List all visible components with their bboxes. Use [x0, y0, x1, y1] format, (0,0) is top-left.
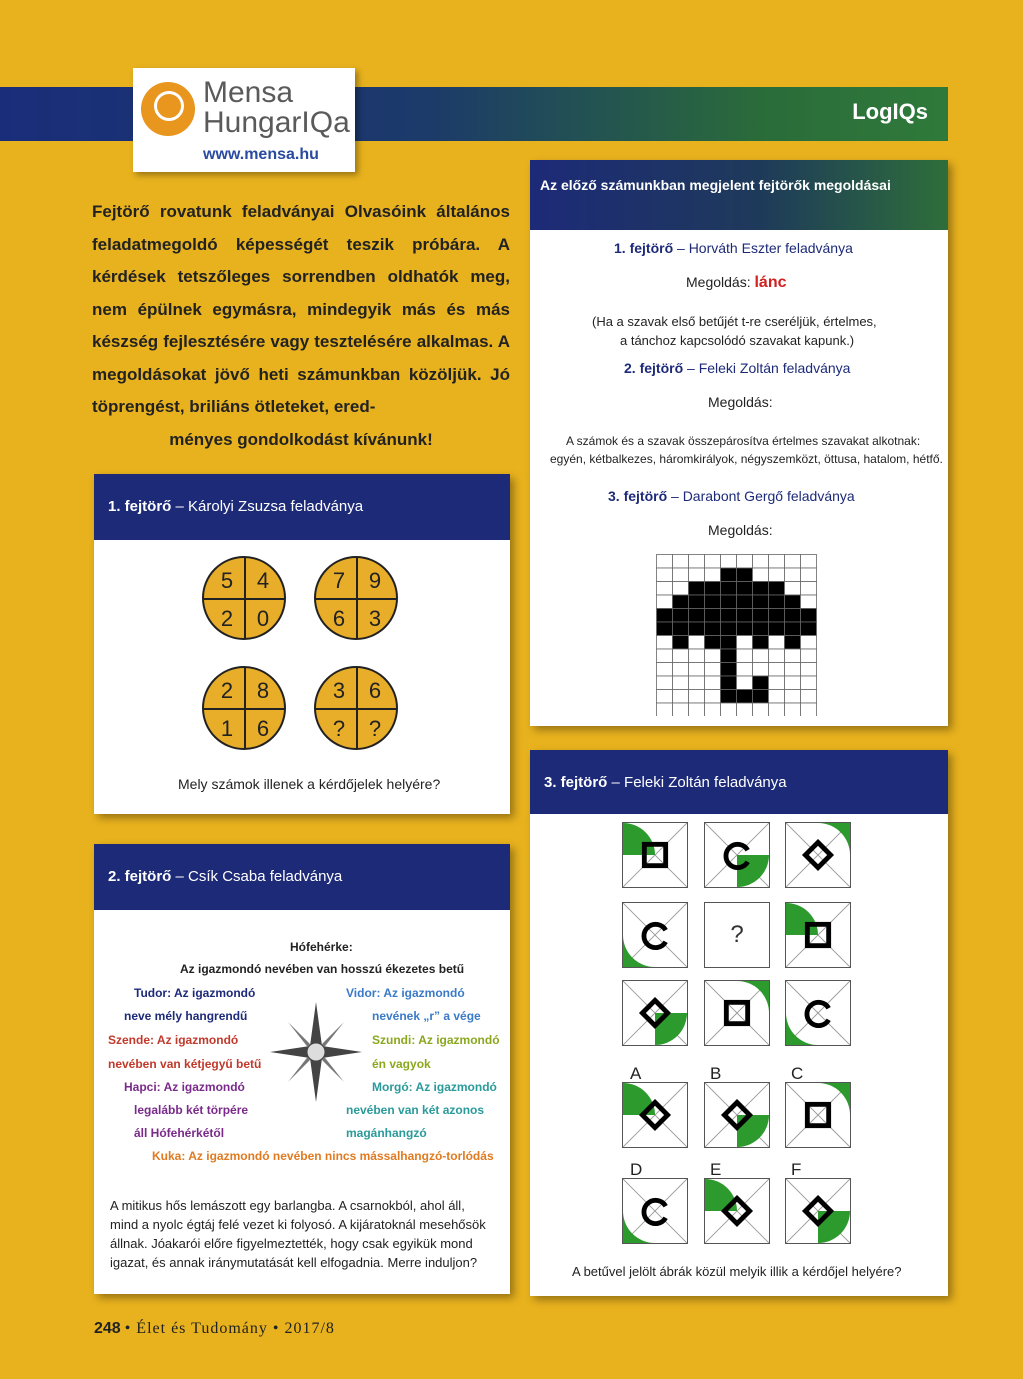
mensa-badge-icon	[141, 82, 195, 136]
option-label-a: A	[630, 1064, 642, 1083]
grid-cell	[721, 690, 737, 704]
grid-cell	[785, 568, 801, 582]
clue-hapci: Hapci: Az igazmondó	[124, 1080, 245, 1094]
grid-cell	[721, 703, 737, 716]
grid-cell	[785, 622, 801, 636]
brand-name-1: Mensa	[203, 76, 294, 109]
grid-cell	[673, 582, 689, 596]
grid-cell	[689, 595, 705, 609]
grid-cell	[689, 582, 705, 596]
grid-cell	[769, 676, 785, 690]
puzzle2-author: – Csík Csaba feladványa	[175, 868, 343, 885]
grid-cell	[753, 609, 769, 623]
clue-szende: Szende: Az igazmondó	[108, 1033, 239, 1047]
grid-cell	[785, 555, 801, 569]
solution1-answer-row	[686, 274, 787, 292]
circle-digit: 6	[332, 606, 346, 631]
grid-cell	[753, 568, 769, 582]
mensa-logo	[133, 68, 355, 172]
puzzle1-header	[94, 474, 510, 540]
grid-cell	[769, 703, 785, 716]
grid-cell	[737, 555, 753, 569]
puzzle3-author: – Feleki Zoltán feladványa	[611, 774, 787, 791]
grid-cell	[673, 703, 689, 716]
grid-cell	[801, 595, 817, 609]
figure-cell	[622, 980, 688, 1046]
grid-cell	[801, 622, 817, 636]
figure-cell	[785, 1082, 851, 1148]
option-label-e: E	[710, 1160, 722, 1179]
clue-szundi-2: én vagyok	[372, 1057, 431, 1071]
clue-hapci-3: áll Hófehérkétől	[134, 1126, 225, 1140]
grid-cell	[753, 555, 769, 569]
grid-cell	[737, 582, 753, 596]
grid-cell	[689, 568, 705, 582]
grid-cell	[721, 582, 737, 596]
circle-digit: 2	[220, 606, 234, 631]
grid-cell	[657, 676, 673, 690]
puzzle3-question: A betűvel jelölt ábrák közül melyik illik a kérdőjel helyére?	[572, 1264, 902, 1279]
figure-cell	[704, 1178, 770, 1244]
grid-cell	[753, 636, 769, 650]
clue-vidor-2: nevének „r” a vége	[372, 1009, 481, 1023]
figure-cell	[622, 1178, 688, 1244]
clue-tudor: Tudor: Az igazmondó	[134, 986, 256, 1000]
grid-cell	[721, 663, 737, 677]
number-circle	[202, 556, 286, 640]
grid-cell	[705, 622, 721, 636]
circle-digit: 6	[256, 716, 270, 741]
puzzle3-panel	[530, 750, 948, 1296]
circle-digit: 6	[368, 678, 382, 703]
figure-icon	[705, 1179, 769, 1243]
clue-vidor: Vidor: Az igazmondó	[346, 986, 465, 1000]
grid-cell	[705, 649, 721, 663]
grid-cell	[673, 622, 689, 636]
grid-cell	[801, 555, 817, 569]
intro-last-line: ményes gondolkodást kívánunk!	[169, 429, 433, 449]
solution2-number: 2. fejtörő	[624, 360, 684, 376]
option-label-c: C	[791, 1064, 804, 1083]
number-circle	[202, 666, 286, 750]
grid-cell	[657, 622, 673, 636]
circle-digit: 8	[256, 678, 270, 703]
grid-cell	[801, 663, 817, 677]
puzzle1-question: Mely számok illenek a kérdőjelek helyére?	[178, 776, 441, 792]
grid-cell	[753, 690, 769, 704]
figure-icon	[786, 1083, 850, 1147]
figure-cell	[704, 1082, 770, 1148]
grid-cell	[769, 568, 785, 582]
grid-cell	[737, 595, 753, 609]
grid-cell	[769, 595, 785, 609]
grid-cell	[705, 703, 721, 716]
circle-digit: 2	[220, 678, 234, 703]
grid-cell	[705, 676, 721, 690]
grid-cell	[721, 649, 737, 663]
figure-icon	[786, 903, 850, 967]
grid-cell	[737, 622, 753, 636]
grid-cell	[769, 636, 785, 650]
grid-cell	[673, 636, 689, 650]
grid-cell	[721, 676, 737, 690]
figure-cell	[704, 980, 770, 1046]
figure-icon	[786, 981, 850, 1045]
grid-cell	[737, 649, 753, 663]
umbrella-grid-solution	[656, 554, 818, 716]
intro-text	[92, 196, 510, 456]
solution1-number: 1. fejtörő	[614, 240, 674, 256]
circle-digit: 5	[220, 568, 234, 593]
solution3-label: Megoldás:	[708, 522, 773, 538]
circle-digit: 1	[220, 716, 234, 741]
grid-cell	[657, 649, 673, 663]
circle-digit: ?	[368, 716, 382, 741]
grid-cell	[785, 595, 801, 609]
grid-cell	[785, 676, 801, 690]
grid-cell	[721, 636, 737, 650]
grid-cell	[785, 663, 801, 677]
figure-icon	[705, 1083, 769, 1147]
solution1-note-2: a tánchoz kapcsolódó szavakat kapunk.)	[620, 333, 855, 348]
figure-icon	[705, 981, 769, 1045]
grid-cell	[753, 663, 769, 677]
puzzle2-number: 2. fejtörő	[108, 868, 172, 885]
grid-cell	[737, 703, 753, 716]
figure-cell	[785, 822, 851, 888]
grid-cell	[801, 649, 817, 663]
intro-body: Fejtörő rovatunk feladványai Olvasóink általános feladatmegoldó képességét teszik próbára. A kérdések tetszőleges sorrendben oldhatók meg, nem épülnek egymásra, mindegyik más és más készség fejlesztésére vagy tesztelésére alkalmas. A megoldásokat jövő heti számunkban közöljük. Jó töprengést, briliáns ötleteket, ered-	[92, 202, 510, 416]
page-footer	[94, 1320, 335, 1338]
clue-tudor-2: neve mély hangrendű	[124, 1009, 248, 1023]
circle-digit: 9	[368, 568, 382, 593]
grid-cell	[657, 609, 673, 623]
puzzle2-header	[94, 844, 510, 910]
grid-cell	[801, 609, 817, 623]
circle-digit: 3	[332, 678, 346, 703]
clue-morgo-3: magánhangzó	[346, 1126, 427, 1140]
grid-cell	[785, 636, 801, 650]
clue-hapci-2: legalább két törpére	[134, 1103, 249, 1117]
clue-kuka: Kuka: Az igazmondó nevében nincs mássalhangzó-torlódás	[152, 1149, 494, 1163]
figure-cell	[622, 902, 688, 968]
grid-cell	[801, 636, 817, 650]
puzzle1-number: 1. fejtörő	[108, 498, 172, 515]
figure-icon	[786, 823, 850, 887]
figure-cell	[785, 1178, 851, 1244]
grid-cell	[737, 690, 753, 704]
figure-icon	[786, 1179, 850, 1243]
grid-cell	[769, 690, 785, 704]
circle-digit: 3	[368, 606, 382, 631]
figure-cell	[622, 1082, 688, 1148]
figure-icon	[623, 1179, 687, 1243]
missing-mark: ?	[730, 921, 744, 948]
grid-cell	[705, 663, 721, 677]
grid-cell	[705, 582, 721, 596]
grid-cell	[705, 690, 721, 704]
figure-icon	[623, 903, 687, 967]
figure-cell	[622, 822, 688, 888]
grid-cell	[753, 703, 769, 716]
solution2-label: Megoldás:	[708, 394, 773, 410]
solution3-author: – Darabont Gergő feladványa	[671, 488, 855, 504]
grid-cell	[721, 555, 737, 569]
grid-cell	[689, 703, 705, 716]
grid-cell	[737, 663, 753, 677]
grid-cell	[737, 636, 753, 650]
grid-cell	[769, 649, 785, 663]
clue-szundi: Szundi: Az igazmondó	[372, 1033, 500, 1047]
brand-url[interactable]: www.mensa.hu	[203, 146, 319, 163]
figure-cell	[785, 980, 851, 1046]
grid-cell	[737, 568, 753, 582]
puzzle2-subtitle: Az igazmondó nevében van hosszú ékezetes betű	[180, 962, 465, 976]
figure-icon	[623, 1083, 687, 1147]
grid-cell	[705, 609, 721, 623]
option-label-f: F	[791, 1160, 802, 1179]
grid-cell	[705, 555, 721, 569]
solution2-note-2: egyén, kétbalkezes, háromkirályok, négyszemközt, öttusa, hatalom, hétfő.	[550, 452, 943, 466]
option-label-b: B	[710, 1064, 722, 1083]
grid-cell	[689, 622, 705, 636]
grid-cell	[801, 582, 817, 596]
grid-cell	[785, 690, 801, 704]
grid-cell	[737, 676, 753, 690]
grid-cell	[785, 649, 801, 663]
grid-cell	[673, 690, 689, 704]
grid-cell	[657, 636, 673, 650]
circle-digit: ?	[332, 716, 346, 741]
circle-digit: 7	[332, 568, 346, 593]
figure-icon	[623, 823, 687, 887]
solutions-panel	[530, 160, 948, 726]
number-circle	[314, 666, 398, 750]
grid-cell	[785, 609, 801, 623]
missing-cell	[704, 902, 770, 968]
grid-cell	[689, 649, 705, 663]
grid-cell	[785, 703, 801, 716]
option-label-d: D	[630, 1160, 643, 1179]
magazine-name: • Élet és Tudomány • 2017/8	[124, 1320, 335, 1337]
puzzle1-panel	[94, 474, 510, 814]
page-number: 248	[94, 1320, 121, 1337]
grid-cell	[801, 568, 817, 582]
section-title: LogIQs	[852, 99, 928, 124]
number-circle	[314, 556, 398, 640]
grid-cell	[721, 568, 737, 582]
grid-cell	[801, 703, 817, 716]
grid-cell	[657, 595, 673, 609]
grid-cell	[737, 609, 753, 623]
grid-cell	[769, 609, 785, 623]
grid-cell	[689, 609, 705, 623]
compass-rose-icon	[270, 1002, 362, 1102]
grid-cell	[769, 582, 785, 596]
grid-cell	[673, 609, 689, 623]
figure-cell	[785, 902, 851, 968]
grid-cell	[673, 649, 689, 663]
grid-cell	[705, 568, 721, 582]
puzzle3-number: 3. fejtörő	[544, 774, 608, 791]
figure-icon	[623, 981, 687, 1045]
grid-cell	[753, 582, 769, 596]
grid-cell	[657, 703, 673, 716]
solution1-label: Megoldás:	[686, 274, 751, 290]
solutions-header	[530, 160, 948, 230]
puzzle2-panel	[94, 844, 510, 1294]
solution1-answer: lánc	[754, 274, 787, 291]
grid-cell	[785, 582, 801, 596]
grid-cell	[689, 676, 705, 690]
grid-cell	[657, 555, 673, 569]
solutions-title: Az előző számunkban megjelent fejtörők megoldásai	[540, 177, 891, 193]
grid-cell	[689, 663, 705, 677]
grid-cell	[673, 663, 689, 677]
figure-icon	[705, 823, 769, 887]
puzzle3-header	[530, 750, 948, 814]
circle-digit: 0	[256, 606, 270, 631]
grid-cell	[657, 690, 673, 704]
solution1-note-1: (Ha a szavak első betűjét t-re cseréljük, értelmes,	[592, 314, 877, 329]
clue-morgo: Morgó: Az igazmondó	[372, 1080, 497, 1094]
grid-cell	[721, 595, 737, 609]
puzzle1-author: – Károlyi Zsuzsa feladványa	[175, 498, 364, 515]
grid-cell	[673, 595, 689, 609]
clue-morgo-2: nevében van két azonos	[346, 1103, 485, 1117]
grid-cell	[801, 690, 817, 704]
grid-cell	[657, 582, 673, 596]
grid-cell	[689, 690, 705, 704]
clue-szende-2: nevében van kétjegyű betű	[108, 1057, 262, 1071]
grid-cell	[769, 622, 785, 636]
puzzle2-story: A mitikus hős lemászott egy barlangba. A csarnokból, ahol áll, mind a nyolc égtáj felé vezet ki folyosó. A kijáratoknál mesehősök állnak. Jóakarói előre figyelmeztették, hogy csak egyikük mond igazat, és annak iránymutatását kell elfogadnia. Merre induljon?	[110, 1198, 486, 1270]
grid-cell	[721, 622, 737, 636]
circle-digit: 4	[256, 568, 270, 593]
solution2-title	[624, 360, 850, 376]
grid-cell	[753, 676, 769, 690]
grid-cell	[705, 636, 721, 650]
solution2-note-1: A számok és a szavak összepárosítva értelmes szavakat alkotnak:	[566, 434, 921, 448]
grid-cell	[657, 663, 673, 677]
grid-cell	[721, 609, 737, 623]
grid-cell	[753, 622, 769, 636]
grid-cell	[673, 568, 689, 582]
grid-cell	[753, 649, 769, 663]
solution1-author: – Horváth Eszter feladványa	[677, 240, 853, 256]
grid-cell	[673, 676, 689, 690]
solution3-number: 3. fejtörő	[608, 488, 668, 504]
grid-cell	[801, 676, 817, 690]
solution2-author: – Feleki Zoltán feladványa	[687, 360, 851, 376]
brand-name-2: HungarIQa	[203, 106, 350, 139]
grid-cell	[705, 595, 721, 609]
grid-cell	[769, 663, 785, 677]
figure-cell	[704, 822, 770, 888]
grid-cell	[689, 636, 705, 650]
grid-cell	[657, 568, 673, 582]
grid-cell	[689, 555, 705, 569]
solution1-title	[614, 240, 853, 256]
grid-cell	[753, 595, 769, 609]
puzzle2-title: Hófehérke:	[290, 940, 353, 954]
solution3-title	[608, 488, 855, 504]
grid-cell	[769, 555, 785, 569]
grid-cell	[673, 555, 689, 569]
